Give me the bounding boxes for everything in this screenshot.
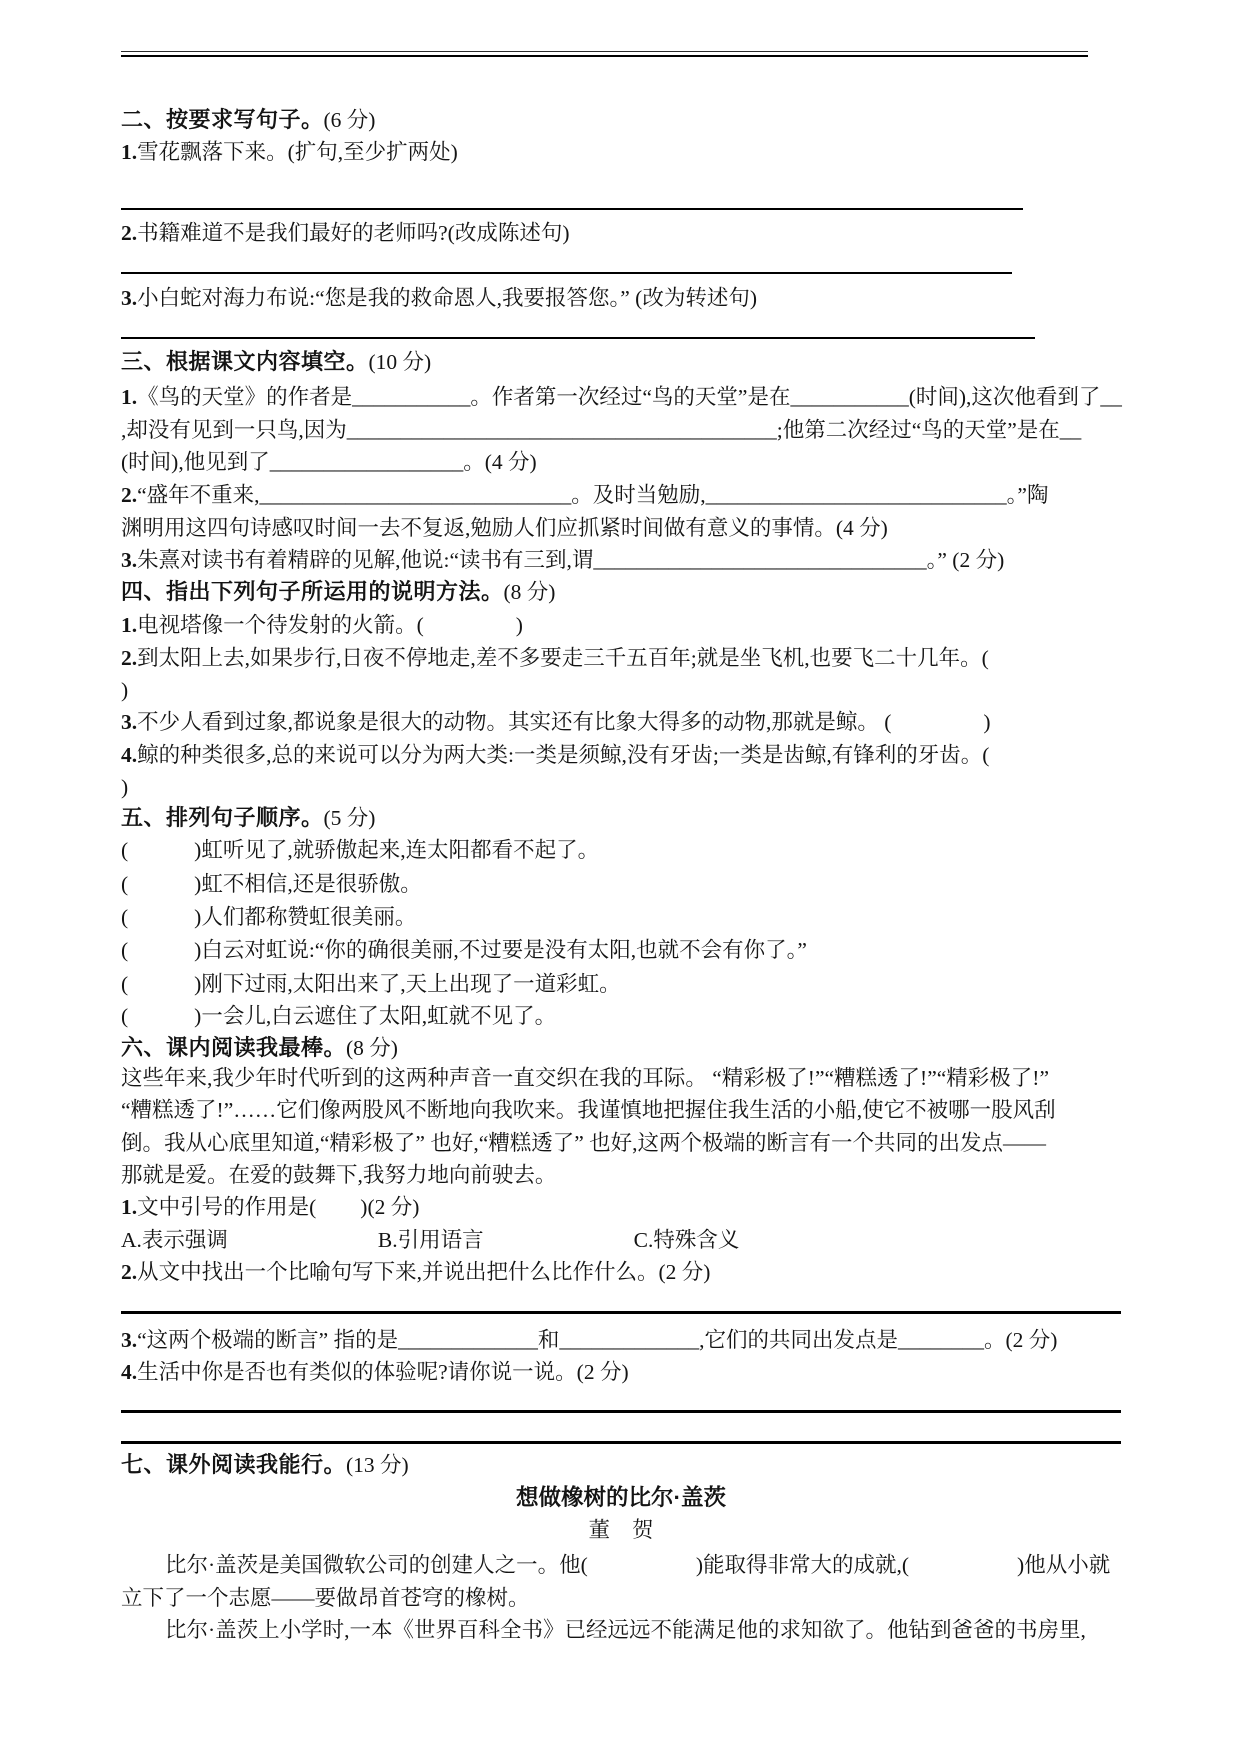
answer-line-2	[121, 272, 1012, 274]
s7-para-line-1: 比尔·盖茨是美国微软公司的创建人之一。他( )能取得非常大的成就,( )他从小就	[165, 1553, 1111, 1577]
s4-line-6: )	[121, 775, 129, 799]
s6-passage-line-3: 倒。我从心底里知道,“精彩极了” 也好,“糟糕透了” 也好,这两个极端的断言有一个共同的出发点——	[121, 1131, 1047, 1155]
s6-heading-label: 六、课内阅读我最棒。	[121, 1035, 347, 1060]
blank-gap	[588, 1571, 696, 1572]
s3-line-3: (时间),他见到了__________________。(4 分)	[121, 450, 537, 474]
s2-q2: 2.书籍难道不是我们最好的老师吗?(改成陈述句)	[121, 221, 570, 245]
s3-line-2: ,却没有见到一只鸟,因为________________________________________;他第二次经过“鸟的天堂”是在__	[121, 418, 1082, 442]
s5-item-1: ( )虹听见了,就骄傲起来,连太阳都看不起了。	[121, 838, 600, 862]
blank-gap	[128, 890, 194, 891]
s2-heading-score: (6 分)	[323, 108, 376, 132]
s6-q1: 1.文中引号的作用是( )(2 分)	[121, 1195, 420, 1219]
s5-heading-score: (5 分)	[323, 806, 376, 830]
s5-heading-label: 五、排列句子顺序。	[121, 805, 324, 830]
blank-gap	[128, 923, 194, 924]
blank-gap	[891, 728, 983, 729]
s6-passage-line-1: 这些年来,我少年时代听到的这两种声音一直交织在我的耳际。 “精彩极了!”“糟糕透了!”“精彩极了!”	[121, 1066, 1049, 1090]
s5-item-2: ( )虹不相信,还是很骄傲。	[121, 872, 422, 896]
s6-options	[121, 1224, 1121, 1256]
s2-heading	[121, 104, 1121, 136]
blank-gap	[128, 956, 194, 957]
s4-heading-label: 四、指出下列句子所运用的说明方法。	[121, 579, 504, 604]
s4-heading-score: (8 分)	[503, 580, 556, 604]
s3-line-1: 1.《鸟的天堂》的作者是___________。作者第一次经过“鸟的天堂”是在___________(时间),这次他看到了__	[121, 385, 1122, 409]
option-a: A.表示强调	[121, 1228, 228, 1252]
s3-line-5: 渊明用这四句诗感叹时间一去不复返,勉励人们应抓紧时间做有意义的事情。(4 分)	[121, 516, 888, 540]
s7-passage-author: 董 贺	[588, 1518, 654, 1542]
s5-heading	[121, 802, 1121, 834]
s4-line-4: 3.不少人看到过象,都说象是很大的动物。其实还有比象大得多的动物,那就是鲸。 ( )	[121, 710, 991, 734]
s3-line-4: 2.“盛年不重来,_____________________________。及时当勉励,____________________________。”陶	[121, 483, 1049, 507]
option-b: B.引用语言	[377, 1228, 484, 1252]
s6-passage-line-2: “糟糕透了!”……它们像两股风不断地向我吹来。我谨慎地把握住我生活的小船,使它不被哪一股风刮	[121, 1098, 1056, 1122]
answer-line-4	[121, 1311, 1121, 1314]
s5-item-6: ( )一会儿,白云遮住了太阳,虹就不见了。	[121, 1004, 557, 1028]
s4-line-2: 2.到太阳上去,如果步行,日夜不停地走,差不多要走三千五百年;就是坐飞机,也要飞二十几年。(	[121, 646, 989, 670]
s3-heading-label: 三、根据课文内容填空。	[121, 349, 369, 374]
answer-line-5	[121, 1410, 1121, 1413]
s4-line-5: 4.鲸的种类很多,总的来说可以分为两大类:一类是须鲸,没有牙齿;一类是齿鲸,有锋利的牙齿。(	[121, 743, 990, 767]
author-gap	[610, 1536, 632, 1537]
option-gap	[484, 1246, 634, 1247]
s6-passage-line-4: 那就是爱。在爱的鼓舞下,我努力地向前驶去。	[121, 1163, 557, 1187]
s7-passage-title: 想做橡树的比尔·盖茨	[516, 1485, 726, 1510]
blank-gap	[909, 1571, 1017, 1572]
s2-heading-label: 二、按要求写句子。	[121, 107, 324, 132]
answer-line-1	[121, 208, 1023, 210]
s6-q2: 2.从文中找出一个比喻句写下来,并说出把什么比作什么。(2 分)	[121, 1260, 711, 1284]
s2-q3: 3.小白蛇对海力布说:“您是我的救命恩人,我要报答您。” (改为转述句)	[121, 286, 758, 310]
s3-heading-score: (10 分)	[368, 350, 432, 374]
s7-heading-label: 七、课外阅读我能行。	[121, 1452, 347, 1477]
blank-gap	[128, 990, 194, 991]
option-c: C.特殊含义	[633, 1228, 740, 1252]
s7-heading	[121, 1449, 1121, 1481]
s5-item-3: ( )人们都称赞虹很美丽。	[121, 905, 417, 929]
s6-q4: 4.生活中你是否也有类似的体验呢?请你说一说。(2 分)	[121, 1360, 629, 1384]
option-gap	[228, 1246, 378, 1247]
s6-q3: 3.“这两个极端的断言” 指的是_____________和_____________,它们的共同出发点是________。(2 分)	[121, 1328, 1058, 1352]
s5-item-4: ( )白云对虹说:“你的确很美丽,不过要是没有太阳,也就不会有你了。”	[121, 938, 807, 962]
answer-line-3	[121, 337, 1035, 339]
blank-gap	[128, 1022, 194, 1023]
s3-heading	[121, 346, 1121, 378]
s2-q1: 1.雪花飘落下来。(扩句,至少扩两处)	[121, 140, 458, 164]
answer-line-6	[121, 1441, 1121, 1444]
s4-line-1: 1.电视塔像一个待发射的火箭。( )	[121, 613, 523, 637]
s4-line-3: )	[121, 678, 129, 702]
s7-para-line-2: 立下了一个志愿——要做昂首苍穹的橡树。	[121, 1586, 530, 1610]
s7-heading-score: (13 分)	[346, 1453, 409, 1477]
s4-heading	[121, 576, 1121, 608]
s6-heading-score: (8 分)	[346, 1036, 398, 1060]
s3-line-6: 3.朱熹对读书有着精辟的见解,他说:“读书有三到,谓_______________________________。” (2 分)	[121, 548, 1005, 572]
s7-para-line-3: 比尔·盖茨上小学时,一本《世界百科全书》已经远远不能满足他的求知欲了。他钻到爸爸的书房里,	[165, 1618, 1086, 1642]
blank-gap	[316, 1213, 360, 1214]
blank-gap	[424, 631, 516, 632]
s5-item-5: ( )刚下过雨,太阳出来了,天上出现了一道彩虹。	[121, 972, 621, 996]
blank-gap	[128, 856, 194, 857]
page-top-rule	[121, 51, 1088, 57]
s6-heading	[121, 1032, 1121, 1064]
